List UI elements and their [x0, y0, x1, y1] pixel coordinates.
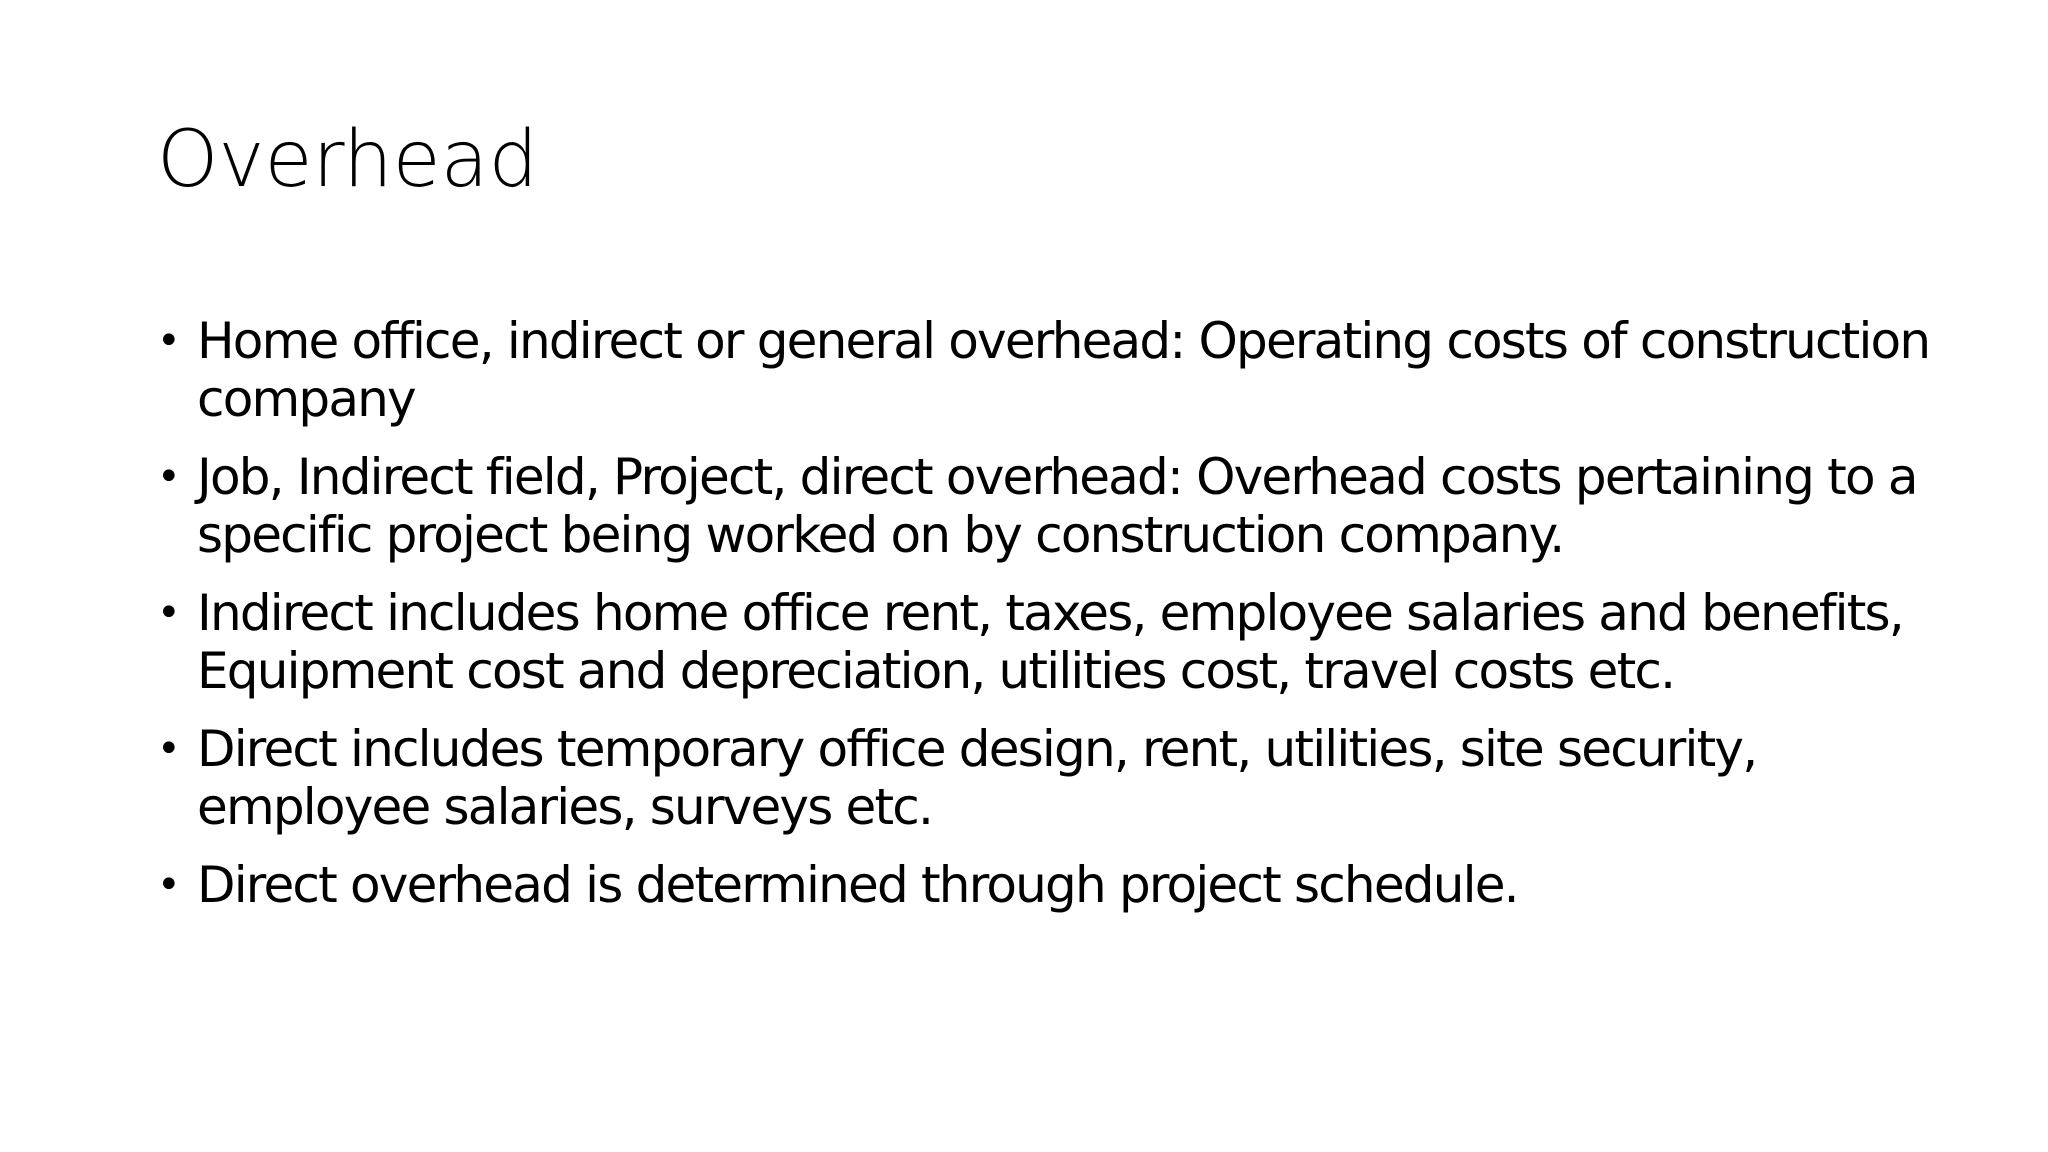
- bullet-icon: •: [157, 454, 179, 500]
- bullet-icon: •: [157, 590, 179, 636]
- bullet-text: Indirect includes home office rent, taxes, employee salaries and benefits, Equipment cost and depreciation, utilities cost, travel costs etc.: [197, 584, 1903, 700]
- bullet-text: Direct includes temporary office design, rent, utilities, site security, employee salaries, surveys etc.: [197, 720, 1757, 836]
- bullet-text: Direct overhead is determined through project schedule.: [197, 856, 1518, 914]
- bullet-text: Home office, indirect or general overhead: Operating costs of construction company: [197, 312, 1930, 428]
- bullet-icon: •: [157, 318, 179, 364]
- bullet-item: [157, 720, 1957, 836]
- bullet-item: [157, 448, 1957, 564]
- bullet-item: [157, 856, 1957, 914]
- slide-title: Overhead: [157, 115, 538, 205]
- bullet-icon: •: [157, 862, 179, 908]
- bullet-icon: •: [157, 726, 179, 772]
- bullet-text: Job, Indirect field, Project, direct overhead: Overhead costs pertaining to a specific project being worked on by construction company.: [197, 448, 1917, 564]
- bullet-list: [157, 312, 1957, 934]
- bullet-item: [157, 584, 1957, 700]
- bullet-item: [157, 312, 1957, 428]
